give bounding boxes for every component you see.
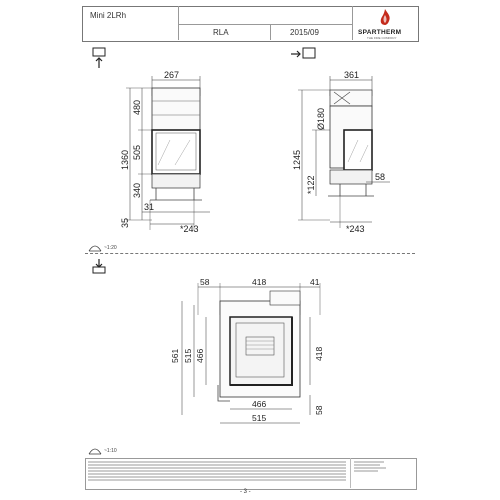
front-dim-h-total: 1360	[120, 149, 130, 170]
side-dim-h-inlet: *122	[306, 175, 316, 194]
plan-dim-right-side: 418	[314, 346, 324, 361]
revision-date: 2015/09	[290, 28, 319, 37]
front-view-symbol-icon	[92, 47, 106, 69]
footer-side-notes	[354, 460, 412, 486]
footer-divider	[350, 458, 351, 488]
front-view-drawing	[90, 70, 230, 240]
front-dim-h-base: 340	[132, 182, 142, 198]
front-dim-w-depth: *243	[180, 224, 199, 234]
scale-symbol-icon	[88, 241, 102, 253]
front-dim-h-top: 480	[132, 99, 142, 115]
brand-name: SPARTHERM	[358, 29, 402, 36]
side-view-symbol-icon	[290, 47, 316, 61]
plan-dim-top-right: 41	[310, 277, 320, 287]
brand-tagline: THE FIRE COMPANY	[367, 36, 397, 40]
plan-dim-top-mid: 418	[252, 277, 267, 287]
scale-label-1: ~1:20	[104, 245, 117, 251]
title-divider-h	[178, 24, 352, 25]
section-divider	[85, 253, 415, 254]
scale-label-2: ~1:10	[104, 448, 117, 454]
side-dim-flue: Ø180	[316, 107, 326, 130]
brand-flame-icon	[375, 8, 395, 28]
title-divider-v2	[270, 24, 271, 40]
plan-dim-left-inner: 466	[195, 348, 205, 363]
plan-dim-top-left: 58	[200, 277, 210, 287]
side-dim-w-offset: 58	[375, 172, 386, 182]
front-dim-h-foot: 35	[120, 217, 130, 228]
plan-dim-left-outer: 561	[170, 348, 180, 363]
plan-dim-bottom-outer: 515	[252, 413, 267, 423]
plan-view-symbol-icon	[92, 258, 106, 274]
scale-symbol-icon-2	[88, 444, 102, 456]
front-dim-w-small: 31	[144, 202, 155, 212]
footer-disclaimer-text	[88, 460, 346, 486]
plan-dim-left-mid: 515	[183, 348, 193, 363]
plan-dim-bottom-right: 58	[314, 405, 324, 415]
plan-view-drawing	[160, 275, 340, 435]
front-dim-top-width: 267	[164, 70, 180, 80]
side-dim-top-width: 361	[344, 70, 360, 80]
title-divider-v1	[178, 6, 179, 40]
model-name: Mini 2LRh	[90, 11, 127, 20]
side-dim-w-depth: *243	[346, 224, 365, 234]
front-dim-h-glass: 505	[132, 144, 142, 160]
page-number: - 3 -	[240, 489, 251, 495]
side-view-drawing	[280, 70, 390, 240]
title-divider-v3	[352, 6, 353, 40]
plan-dim-bottom-inner: 466	[252, 399, 267, 409]
side-dim-h-total: 1245	[292, 149, 302, 170]
variant-code: RLA	[213, 28, 229, 37]
